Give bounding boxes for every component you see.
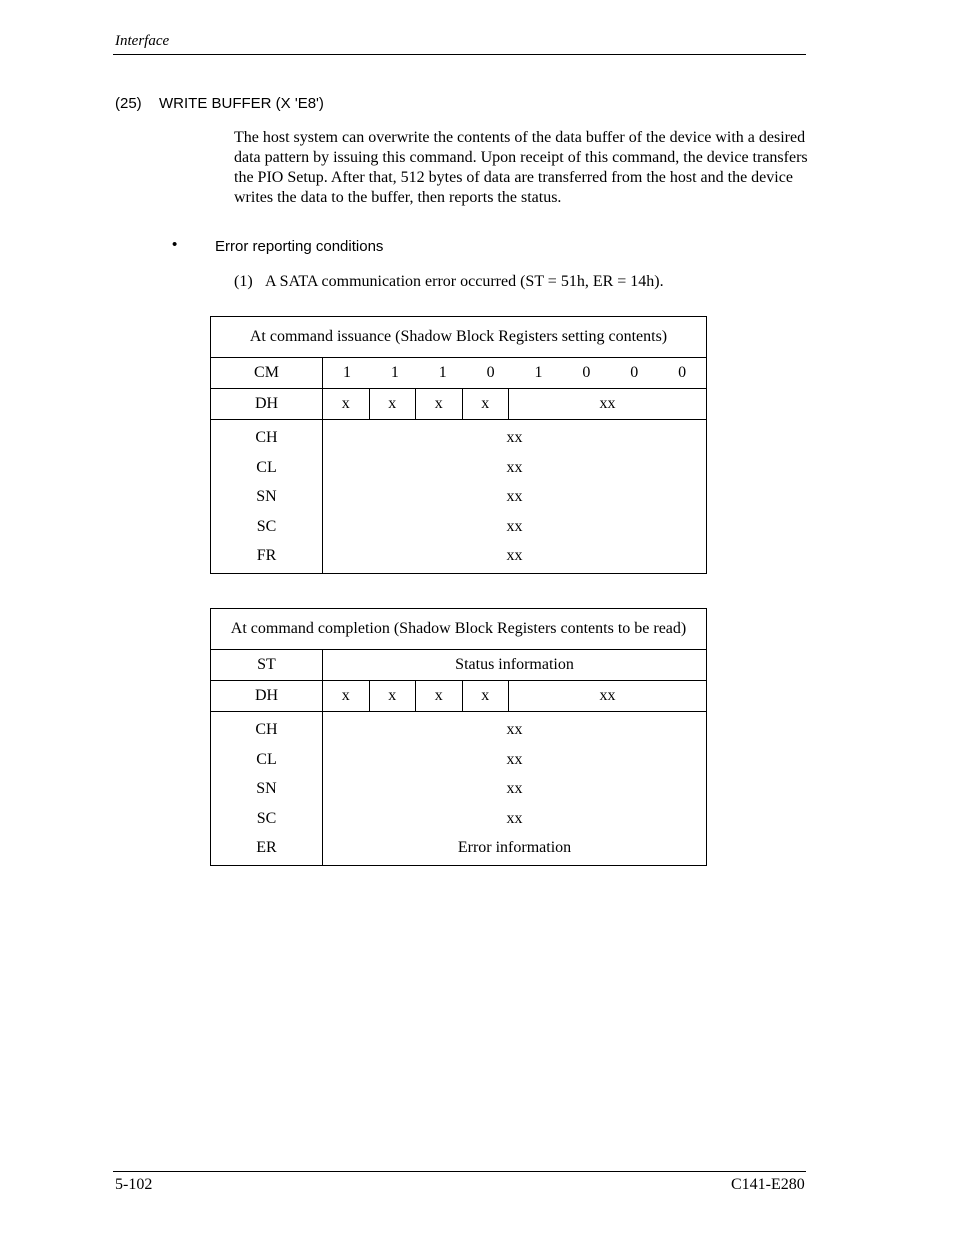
page-number: 5-102 — [115, 1176, 153, 1193]
table-row-cm — [211, 358, 706, 389]
table-caption: At command completion (Shadow Block Registers contents to be read) — [211, 609, 706, 650]
register-label: CH — [255, 721, 278, 738]
bit-cell: x — [416, 389, 463, 419]
issuance-register-table — [210, 316, 707, 574]
completion-register-table — [210, 608, 707, 866]
register-group — [211, 420, 706, 573]
section-heading — [115, 95, 324, 112]
register-value: xx — [506, 750, 523, 768]
table-row-dh — [211, 389, 706, 420]
register-label: CL — [256, 750, 277, 768]
bit-cell: 0 — [678, 364, 687, 381]
bit-cell: 0 — [582, 364, 591, 381]
document-code: C141-E280 — [731, 1176, 805, 1193]
register-value: xx — [506, 721, 523, 738]
register-value: xx — [506, 458, 523, 476]
footer-divider — [113, 1171, 806, 1172]
section-title: WRITE BUFFER (X 'E8') — [159, 95, 324, 112]
bullet-heading: Error reporting conditions — [215, 238, 384, 255]
register-value: xx — [506, 429, 523, 446]
register-label: CL — [256, 458, 277, 476]
table-row-st — [211, 650, 706, 681]
bit-cell: x — [323, 681, 370, 711]
bit-cell: 1 — [438, 364, 447, 381]
register-value: xx — [506, 488, 523, 505]
register-group — [211, 712, 706, 865]
register-label: SN — [256, 488, 277, 505]
bit-cell-rest: xx — [599, 395, 616, 412]
register-value: xx — [506, 809, 523, 827]
cm-bits — [323, 358, 706, 388]
section-number: (25) — [115, 95, 142, 112]
table-caption: At command issuance (Shadow Block Registers setting contents) — [211, 317, 706, 358]
bit-cell: 1 — [534, 364, 543, 381]
bit-cell: 1 — [342, 364, 351, 381]
bit-cell: x — [370, 681, 417, 711]
register-label: DH — [211, 681, 323, 711]
table-row-dh — [211, 681, 706, 712]
register-label: DH — [211, 389, 323, 419]
dh-bits — [323, 389, 706, 419]
bit-cell: x — [323, 389, 370, 419]
register-value: xx — [506, 547, 523, 564]
register-label: CM — [211, 358, 323, 388]
running-header: Interface — [115, 33, 170, 49]
register-value: Error information — [457, 839, 572, 856]
item-text: A SATA communication error occurred (ST = 51h, ER = 14h). — [265, 273, 664, 290]
register-value: xx — [506, 517, 523, 535]
bit-cell-rest: xx — [599, 687, 616, 704]
item-number: (1) — [234, 273, 253, 290]
register-label: FR — [256, 547, 277, 564]
register-label: ER — [256, 839, 277, 856]
error-condition-item — [234, 273, 664, 291]
bit-cell: x — [416, 681, 463, 711]
register-label: SC — [256, 517, 277, 535]
bullet-icon: • — [172, 236, 178, 253]
register-label: ST — [211, 650, 323, 680]
dh-bits — [323, 681, 706, 711]
bit-cell: x — [370, 389, 417, 419]
bit-cell: x — [463, 389, 510, 419]
command-description: The host system can overwrite the contents of the data buffer of the device with a desired data pattern by issuing this command. Upon receipt of this command, the device transfers the PIO Setup. After that, 512 bytes of data are transferred from the host and the device writes the data to the buffer, then reports the status. — [234, 129, 808, 206]
register-label: CH — [255, 429, 278, 446]
bit-cell: 0 — [630, 364, 639, 381]
register-value: Status information — [455, 656, 574, 673]
register-label: SC — [256, 809, 277, 827]
bit-cell: x — [463, 681, 510, 711]
bit-cell: 1 — [390, 364, 399, 381]
register-value: xx — [506, 780, 523, 797]
bit-cell: 0 — [486, 364, 495, 381]
register-label: SN — [256, 780, 277, 797]
header-divider — [113, 54, 806, 55]
